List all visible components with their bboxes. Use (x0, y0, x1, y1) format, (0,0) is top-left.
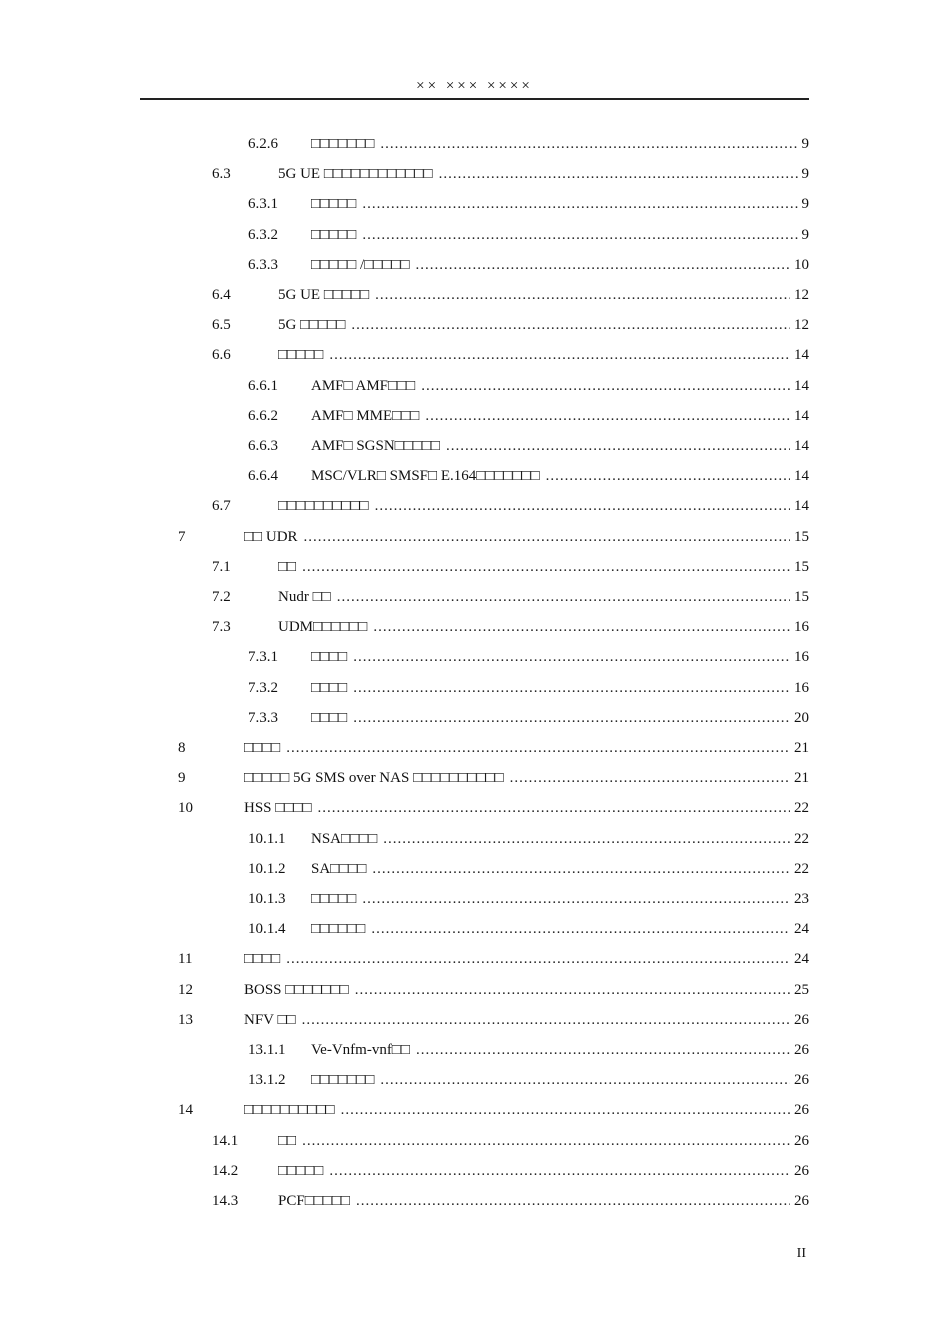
toc-entry-title: SA□□□□ (311, 860, 367, 877)
toc-entry-page: 26 (794, 1072, 809, 1089)
toc-dot-leader (371, 914, 790, 944)
toc-entry-page: 14 (794, 407, 809, 424)
toc-entry-page: 21 (794, 740, 809, 756)
toc-entry[interactable] (248, 1035, 809, 1065)
toc-dot-leader (337, 582, 790, 612)
toc-entry-number: 6.5 (212, 317, 231, 334)
toc-entry-number: 10.1.4 (248, 921, 286, 938)
toc-entry-page: 14 (794, 438, 809, 454)
toc-entry-title: □□ (278, 1132, 297, 1149)
toc-entry-page: 25 (794, 981, 809, 998)
toc-entry-number: 6.3 (212, 166, 231, 183)
toc-entry[interactable] (248, 371, 809, 401)
toc-dot-leader (416, 250, 790, 280)
toc-entry-number: 8 (178, 740, 186, 756)
toc-entry-number: 9 (178, 770, 186, 787)
toc-entry-title: □□□□ (311, 679, 348, 696)
toc-entry-page: 9 (801, 166, 809, 183)
toc-entry[interactable] (212, 159, 809, 189)
toc-entry-page: 12 (794, 317, 809, 334)
toc-entry-title: NFV □□ (244, 1011, 296, 1028)
toc-entry-page: 26 (794, 1193, 809, 1209)
toc-entry-title: MSC/VLR□ SMSF□ E.164□□□□□□□ (311, 468, 540, 485)
toc-entry[interactable] (248, 642, 809, 672)
toc-entry-title: AMF□ SGSN□□□□□ (311, 438, 440, 454)
toc-dot-leader (351, 310, 790, 340)
toc-entry-title: □□□□□□□ (311, 136, 375, 152)
toc-entry-number: 7.3 (212, 619, 231, 636)
toc-entry-page: 23 (794, 891, 809, 907)
toc-entry-number: 6.3.2 (248, 226, 278, 243)
toc-dot-leader (383, 824, 790, 854)
toc-entry[interactable] (178, 793, 809, 823)
toc-dot-leader (546, 461, 790, 491)
toc-entry-title: □□ UDR (244, 528, 298, 545)
toc-entry-title: □□□□□ (311, 196, 357, 213)
toc-entry-page: 16 (794, 619, 809, 636)
toc-entry-page: 14 (794, 498, 809, 515)
toc-entry-number: 6.3.1 (248, 196, 278, 213)
toc-dot-leader (302, 1005, 790, 1035)
toc-entry[interactable] (178, 1005, 809, 1035)
toc-dot-leader (353, 642, 790, 672)
toc-dot-leader (329, 340, 790, 370)
toc-dot-leader (341, 1095, 790, 1125)
toc-entry-title: □□□□□□□□□□ (244, 1102, 335, 1119)
toc-entry-number: 10 (178, 800, 193, 817)
toc-entry-title: 5G UE □□□□□□□□□□□□ (278, 166, 433, 183)
toc-entry-page: 24 (794, 951, 809, 968)
toc-entry[interactable] (178, 733, 809, 763)
header-rule (140, 98, 809, 100)
toc-entry[interactable] (248, 129, 809, 159)
toc-entry-title: BOSS □□□□□□□ (244, 981, 349, 998)
toc-entry[interactable] (248, 431, 809, 461)
toc-entry-number: 7.1 (212, 558, 231, 575)
toc-entry-title: UDM□□□□□□ (278, 619, 368, 636)
toc-entry-number: 6.7 (212, 498, 231, 515)
toc-entry-number: 7.3.3 (248, 709, 278, 726)
toc-entry[interactable] (178, 763, 809, 793)
toc-entry[interactable] (212, 340, 809, 370)
toc-entry[interactable] (212, 310, 809, 340)
toc-dot-leader (510, 763, 790, 793)
toc-entry-title: □□□□□□□ (311, 1072, 375, 1089)
toc-entry-number: 7.3.2 (248, 679, 278, 696)
toc-entry-number: 6.6.2 (248, 407, 278, 424)
toc-entry[interactable] (178, 975, 809, 1005)
toc-entry-title: □□□□□□ (311, 921, 366, 938)
toc-entry-number: 6.3.3 (248, 256, 278, 273)
toc-entry-page: 22 (794, 800, 809, 817)
toc-entry-number: 10.1.2 (248, 860, 286, 877)
toc-entry[interactable] (248, 673, 809, 703)
toc-entry-page: 14 (794, 468, 809, 485)
toc-entry-page: 22 (794, 860, 809, 877)
toc-entry-page: 10 (794, 256, 809, 273)
toc-entry-page: 22 (794, 830, 809, 847)
toc-dot-leader (380, 1065, 790, 1095)
toc-entry-page: 14 (794, 377, 809, 394)
toc-dot-leader (286, 733, 790, 763)
toc-entry-number: 6.6.3 (248, 438, 278, 454)
toc-entry-page: 16 (794, 679, 809, 696)
toc-entry-page: 15 (794, 589, 809, 605)
toc-dot-leader (375, 280, 790, 310)
toc-entry[interactable] (212, 1186, 809, 1216)
toc-entry-page: 21 (794, 770, 809, 787)
toc-dot-leader (356, 1186, 790, 1216)
toc-entry-title: □□□□ (311, 709, 348, 726)
toc-entry[interactable] (178, 522, 809, 552)
toc-entry-title: □□□□□ (278, 347, 324, 364)
toc-entry[interactable] (212, 491, 809, 521)
toc-entry[interactable] (248, 461, 809, 491)
toc-dot-leader (318, 793, 790, 823)
toc-entry-title: AMF□ AMF□□□ (311, 377, 416, 394)
toc-entry[interactable] (212, 280, 809, 310)
toc-entry-title: HSS □□□□ (244, 800, 312, 817)
toc-entry-title: NSA□□□□ (311, 830, 378, 847)
toc-entry[interactable] (248, 250, 809, 280)
toc-entry-page: 9 (801, 196, 809, 213)
toc-entry-number: 13.1.2 (248, 1072, 286, 1089)
toc-entry-number: 7.2 (212, 589, 231, 605)
toc-entry-number: 14.3 (212, 1193, 239, 1209)
toc-entry[interactable] (178, 1095, 809, 1125)
toc-dot-leader (362, 884, 790, 914)
toc-entry[interactable] (212, 1126, 809, 1156)
toc-entry-number: 7.3.1 (248, 649, 278, 666)
toc-entry-page: 16 (794, 649, 809, 666)
toc-entry-number: 10.1.3 (248, 891, 286, 907)
toc-entry-number: 6.4 (212, 287, 231, 303)
page-number: II (796, 1246, 806, 1261)
toc-entry[interactable] (248, 189, 809, 219)
toc-entry-number: 12 (178, 981, 193, 998)
toc-entry[interactable] (212, 552, 809, 582)
toc-entry-page: 24 (794, 921, 809, 938)
toc-entry-number: 7 (178, 528, 186, 545)
toc-entry-page: 26 (794, 1102, 809, 1119)
toc-entry-title: □□□□□ (311, 226, 357, 243)
toc-entry-page: 26 (794, 1132, 809, 1149)
toc-entry[interactable] (248, 824, 809, 854)
toc-entry[interactable] (212, 582, 809, 612)
toc-entry-number: 14.1 (212, 1132, 239, 1149)
toc-entry-title: Ve-Vnfm-vnf□□ (311, 1042, 410, 1058)
toc-entry-number: 6.6 (212, 347, 231, 364)
toc-entry[interactable] (248, 1065, 809, 1095)
toc-entry-title: □□□□□ (311, 891, 357, 907)
toc-entry-number: 11 (178, 951, 193, 968)
toc-entry-page: 26 (794, 1011, 809, 1028)
toc-entry-number: 6.2.6 (248, 136, 278, 152)
toc-entry[interactable] (248, 401, 809, 431)
toc-entry-page: 20 (794, 709, 809, 726)
toc-entry-number: 10.1.1 (248, 830, 286, 847)
toc-dot-leader (353, 673, 790, 703)
toc-entry-number: 13 (178, 1011, 193, 1028)
toc-entry[interactable] (248, 914, 809, 944)
toc-dot-leader (362, 220, 797, 250)
toc-entry[interactable] (212, 612, 809, 642)
toc-entry[interactable] (248, 220, 809, 250)
toc-entry[interactable] (178, 944, 809, 974)
toc-entry-number: 6.6.4 (248, 468, 278, 485)
toc-entry-title: 5G UE □□□□□ (278, 287, 370, 303)
toc-dot-leader (373, 612, 790, 642)
toc-entry-title: 5G □□□□□ (278, 317, 346, 334)
toc-entry-title: □□□□ (311, 649, 348, 666)
toc-dot-leader (355, 975, 790, 1005)
toc-dot-leader (416, 1035, 790, 1065)
toc-entry-page: 15 (794, 528, 809, 545)
toc-entry[interactable] (248, 884, 809, 914)
toc-entry-number: 14 (178, 1102, 193, 1119)
toc-entry[interactable] (248, 703, 809, 733)
toc-entry-number: 14.2 (212, 1162, 239, 1179)
toc-dot-leader (425, 401, 790, 431)
toc-dot-leader (372, 854, 790, 884)
toc-dot-leader (329, 1156, 790, 1186)
toc-dot-leader (302, 1126, 790, 1156)
toc-entry[interactable] (212, 1156, 809, 1186)
toc-dot-leader (439, 159, 798, 189)
toc-dot-leader (380, 129, 797, 159)
toc-entry-page: 15 (794, 558, 809, 575)
toc-dot-leader (362, 189, 797, 219)
toc-entry-title: PCF□□□□□ (278, 1193, 350, 1209)
page-header: ×× ××× ×××× (416, 78, 533, 94)
toc-entry-title: □□ (278, 558, 297, 575)
toc-dot-leader (375, 491, 790, 521)
toc-entry-title: □□□□□□□□□□ (278, 498, 369, 515)
toc-entry-page: 26 (794, 1162, 809, 1179)
toc-entry-page: 26 (794, 1042, 809, 1058)
toc-dot-leader (302, 552, 790, 582)
toc-entry-page: 12 (794, 287, 809, 303)
toc-entry-title: □□□□ (244, 951, 281, 968)
toc-entry-title: □□□□ (244, 740, 281, 756)
toc-entry-page: 9 (801, 226, 809, 243)
toc-entry-page: 9 (801, 136, 809, 152)
toc-dot-leader (446, 431, 790, 461)
toc-entry-title: □□□□□ /□□□□□ (311, 256, 410, 273)
toc-dot-leader (353, 703, 790, 733)
toc-entry-title: □□□□□ 5G SMS over NAS □□□□□□□□□□ (244, 770, 504, 787)
toc-entry-page: 14 (794, 347, 809, 364)
toc-entry[interactable] (248, 854, 809, 884)
toc-entry-title: AMF□ MME□□□ (311, 407, 420, 424)
toc-dot-leader (421, 371, 790, 401)
toc-entry-number: 13.1.1 (248, 1042, 286, 1058)
toc-entry-number: 6.6.1 (248, 377, 278, 394)
toc-dot-leader (286, 944, 790, 974)
toc-entry-title: Nudr □□ (278, 589, 331, 605)
toc-entry-title: □□□□□ (278, 1162, 324, 1179)
toc-dot-leader (304, 522, 790, 552)
